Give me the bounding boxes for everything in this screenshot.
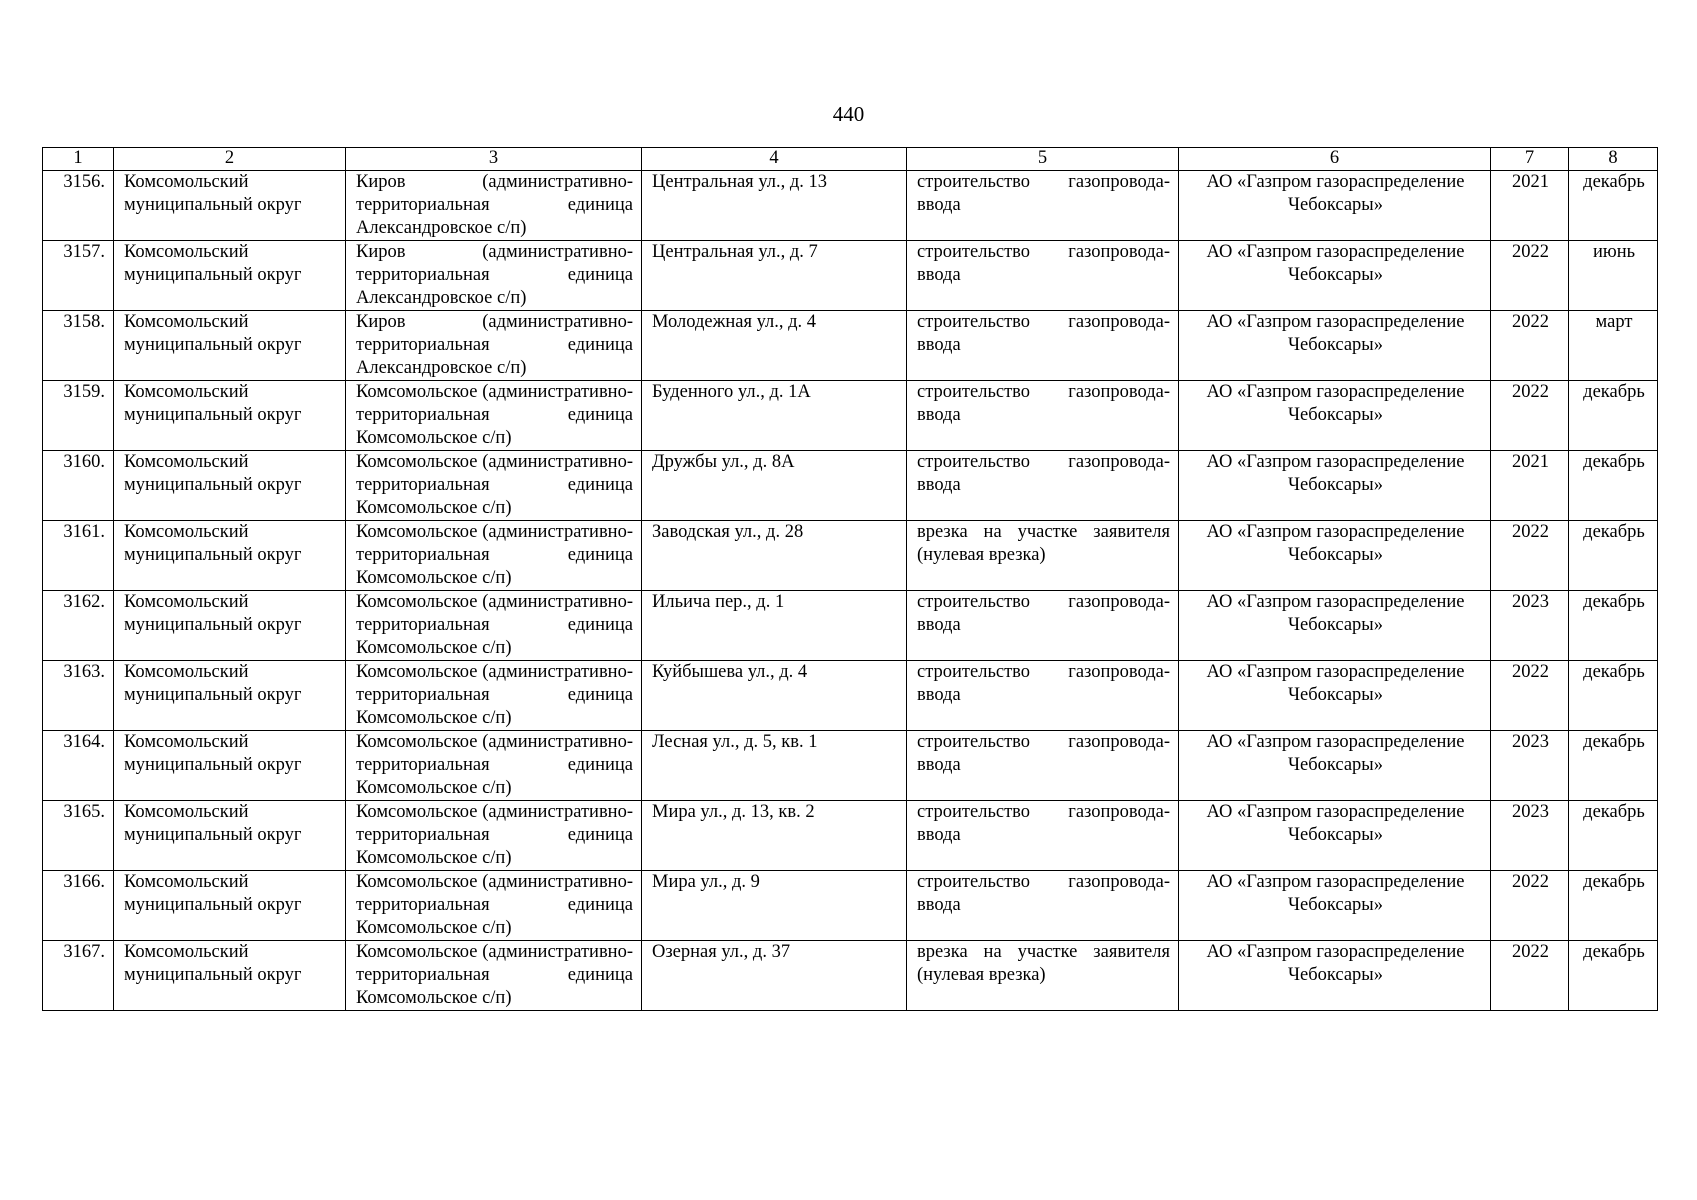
table-row: [43, 591, 1658, 661]
column-header-7: 7: [1491, 148, 1569, 171]
address-cell: Озерная ул., д. 37: [642, 941, 907, 1011]
year-cell: 2022: [1491, 241, 1569, 311]
month-cell: декабрь: [1569, 941, 1658, 1011]
address-cell: Дружбы ул., д. 8А: [642, 451, 907, 521]
work-type-cell: строительство газопровода-ввода: [907, 381, 1179, 451]
work-type-cell: строительство газопровода-ввода: [907, 451, 1179, 521]
table-header: [43, 148, 1658, 171]
address-cell: Центральная ул., д. 13: [642, 171, 907, 241]
column-header-4: 4: [642, 148, 907, 171]
column-header-8: 8: [1569, 148, 1658, 171]
table-body: [43, 171, 1658, 1011]
district-cell: Комсомольский муниципальный округ: [114, 311, 346, 381]
district-cell: Комсомольский муниципальный округ: [114, 731, 346, 801]
organization-cell: АО «Газпром газораспределение Чебоксары»: [1179, 521, 1491, 591]
settlement-cell: Комсомольское (административно-территориальная единица Комсомольское с/п): [346, 801, 642, 871]
settlement-cell: Комсомольское (административно-территориальная единица Комсомольское с/п): [346, 661, 642, 731]
row-number-cell: 3162.: [43, 591, 114, 661]
month-cell: декабрь: [1569, 451, 1658, 521]
table-row: [43, 731, 1658, 801]
settlement-cell: Комсомольское (административно-территориальная единица Комсомольское с/п): [346, 451, 642, 521]
month-cell: март: [1569, 311, 1658, 381]
column-header-5: 5: [907, 148, 1179, 171]
month-cell: декабрь: [1569, 871, 1658, 941]
page-number: 440: [832, 102, 865, 126]
organization-cell: АО «Газпром газораспределение Чебоксары»: [1179, 801, 1491, 871]
gas-connection-table: [42, 147, 1658, 1011]
table-row: [43, 941, 1658, 1011]
settlement-cell: Комсомольское (административно-территориальная единица Комсомольское с/п): [346, 591, 642, 661]
year-cell: 2021: [1491, 451, 1569, 521]
table-row: [43, 521, 1658, 591]
settlement-cell: Комсомольское (административно-территориальная единица Комсомольское с/п): [346, 381, 642, 451]
district-cell: Комсомольский муниципальный округ: [114, 381, 346, 451]
settlement-cell: Киров (административно-территориальная единица Александровское с/п): [346, 241, 642, 311]
table-row: [43, 661, 1658, 731]
column-header-1: 1: [43, 148, 114, 171]
organization-cell: АО «Газпром газораспределение Чебоксары»: [1179, 241, 1491, 311]
year-cell: 2022: [1491, 521, 1569, 591]
column-header-3: 3: [346, 148, 642, 171]
district-cell: Комсомольский муниципальный округ: [114, 801, 346, 871]
settlement-cell: Киров (административно-территориальная единица Александровское с/п): [346, 311, 642, 381]
district-cell: Комсомольский муниципальный округ: [114, 661, 346, 731]
address-cell: Куйбышева ул., д. 4: [642, 661, 907, 731]
row-number-cell: 3166.: [43, 871, 114, 941]
work-type-cell: строительство газопровода-ввода: [907, 591, 1179, 661]
year-cell: 2023: [1491, 731, 1569, 801]
row-number-cell: 3163.: [43, 661, 114, 731]
year-cell: 2023: [1491, 801, 1569, 871]
table-row: [43, 171, 1658, 241]
address-cell: Лесная ул., д. 5, кв. 1: [642, 731, 907, 801]
work-type-cell: врезка на участке заявителя (нулевая врезка): [907, 941, 1179, 1011]
organization-cell: АО «Газпром газораспределение Чебоксары»: [1179, 171, 1491, 241]
organization-cell: АО «Газпром газораспределение Чебоксары»: [1179, 661, 1491, 731]
month-cell: декабрь: [1569, 591, 1658, 661]
organization-cell: АО «Газпром газораспределение Чебоксары»: [1179, 381, 1491, 451]
table-row: [43, 241, 1658, 311]
address-cell: Ильича пер., д. 1: [642, 591, 907, 661]
organization-cell: АО «Газпром газораспределение Чебоксары»: [1179, 451, 1491, 521]
table-row: [43, 381, 1658, 451]
organization-cell: АО «Газпром газораспределение Чебоксары»: [1179, 311, 1491, 381]
table-row: [43, 451, 1658, 521]
settlement-cell: Киров (административно-территориальная единица Александровское с/п): [346, 171, 642, 241]
work-type-cell: строительство газопровода-ввода: [907, 311, 1179, 381]
district-cell: Комсомольский муниципальный округ: [114, 451, 346, 521]
organization-cell: АО «Газпром газораспределение Чебоксары»: [1179, 871, 1491, 941]
month-cell: декабрь: [1569, 801, 1658, 871]
month-cell: декабрь: [1569, 731, 1658, 801]
work-type-cell: строительство газопровода-ввода: [907, 871, 1179, 941]
settlement-cell: Комсомольское (административно-территориальная единица Комсомольское с/п): [346, 871, 642, 941]
row-number-cell: 3161.: [43, 521, 114, 591]
row-number-cell: 3156.: [43, 171, 114, 241]
year-cell: 2022: [1491, 871, 1569, 941]
district-cell: Комсомольский муниципальный округ: [114, 171, 346, 241]
year-cell: 2022: [1491, 661, 1569, 731]
table-row: [43, 311, 1658, 381]
month-cell: декабрь: [1569, 171, 1658, 241]
table-row: [43, 871, 1658, 941]
month-cell: декабрь: [1569, 661, 1658, 731]
year-cell: 2022: [1491, 311, 1569, 381]
settlement-cell: Комсомольское (административно-территориальная единица Комсомольское с/п): [346, 521, 642, 591]
district-cell: Комсомольский муниципальный округ: [114, 871, 346, 941]
settlement-cell: Комсомольское (административно-территориальная единица Комсомольское с/п): [346, 731, 642, 801]
district-cell: Комсомольский муниципальный округ: [114, 521, 346, 591]
row-number-cell: 3157.: [43, 241, 114, 311]
row-number-cell: 3160.: [43, 451, 114, 521]
year-cell: 2022: [1491, 941, 1569, 1011]
header-row: [43, 148, 1658, 171]
address-cell: Мира ул., д. 9: [642, 871, 907, 941]
column-header-2: 2: [114, 148, 346, 171]
row-number-cell: 3164.: [43, 731, 114, 801]
organization-cell: АО «Газпром газораспределение Чебоксары»: [1179, 941, 1491, 1011]
address-cell: Центральная ул., д. 7: [642, 241, 907, 311]
work-type-cell: строительство газопровода-ввода: [907, 241, 1179, 311]
address-cell: Мира ул., д. 13, кв. 2: [642, 801, 907, 871]
year-cell: 2022: [1491, 381, 1569, 451]
district-cell: Комсомольский муниципальный округ: [114, 591, 346, 661]
work-type-cell: строительство газопровода-ввода: [907, 171, 1179, 241]
row-number-cell: 3158.: [43, 311, 114, 381]
organization-cell: АО «Газпром газораспределение Чебоксары»: [1179, 731, 1491, 801]
row-number-cell: 3159.: [43, 381, 114, 451]
work-type-cell: строительство газопровода-ввода: [907, 731, 1179, 801]
year-cell: 2023: [1491, 591, 1569, 661]
month-cell: декабрь: [1569, 521, 1658, 591]
work-type-cell: врезка на участке заявителя (нулевая врезка): [907, 521, 1179, 591]
row-number-cell: 3167.: [43, 941, 114, 1011]
organization-cell: АО «Газпром газораспределение Чебоксары»: [1179, 591, 1491, 661]
address-cell: Заводская ул., д. 28: [642, 521, 907, 591]
work-type-cell: строительство газопровода-ввода: [907, 801, 1179, 871]
column-header-6: 6: [1179, 148, 1491, 171]
month-cell: июнь: [1569, 241, 1658, 311]
year-cell: 2021: [1491, 171, 1569, 241]
month-cell: декабрь: [1569, 381, 1658, 451]
address-cell: Молодежная ул., д. 4: [642, 311, 907, 381]
table-row: [43, 801, 1658, 871]
address-cell: Буденного ул., д. 1А: [642, 381, 907, 451]
row-number-cell: 3165.: [43, 801, 114, 871]
district-cell: Комсомольский муниципальный округ: [114, 241, 346, 311]
work-type-cell: строительство газопровода-ввода: [907, 661, 1179, 731]
settlement-cell: Комсомольское (административно-территориальная единица Комсомольское с/п): [346, 941, 642, 1011]
district-cell: Комсомольский муниципальный округ: [114, 941, 346, 1011]
